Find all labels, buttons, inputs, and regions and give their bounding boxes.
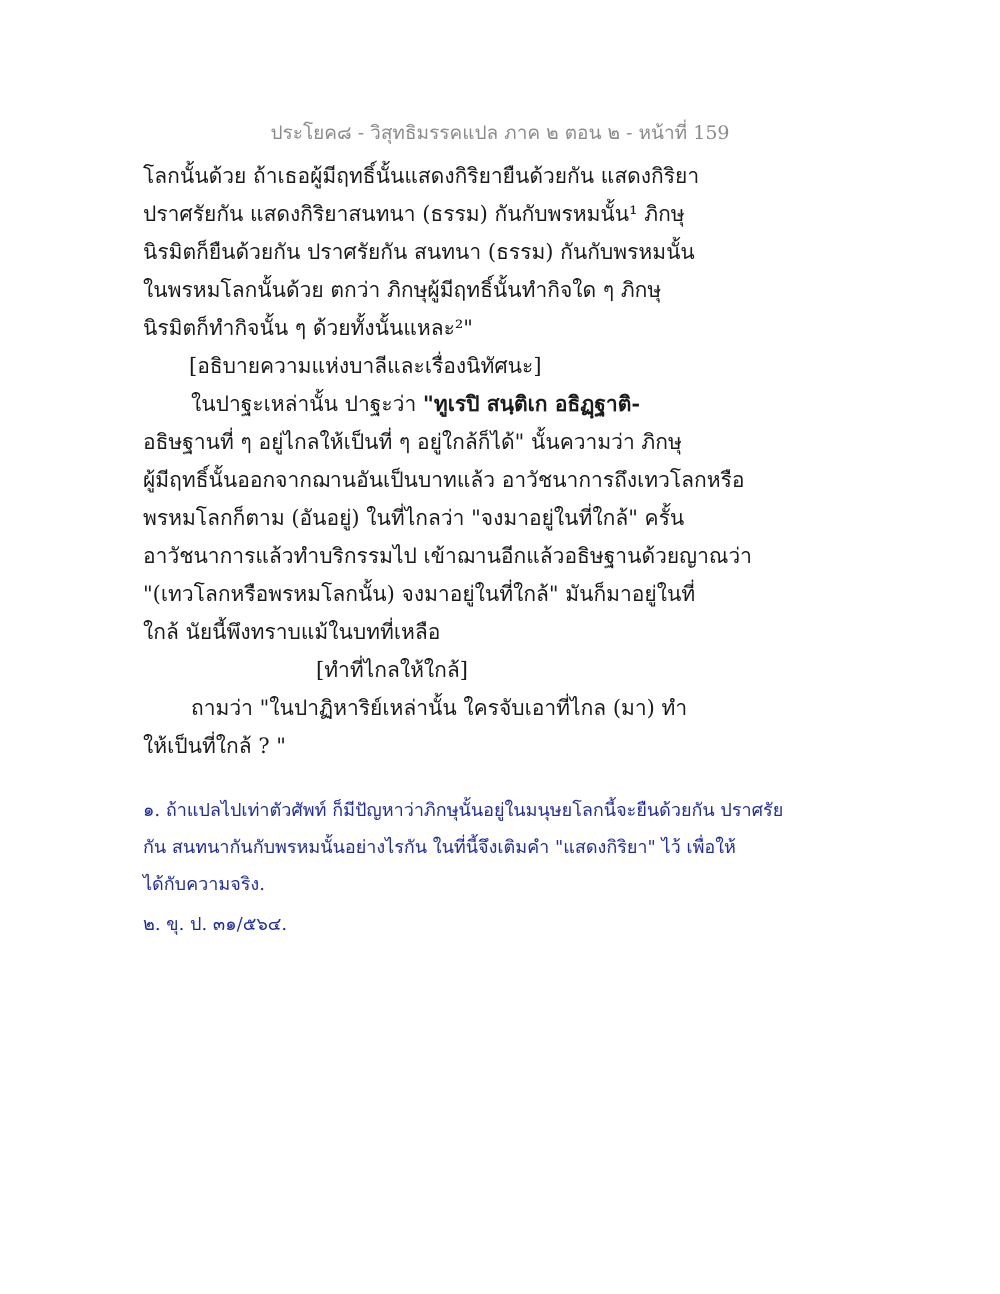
paragraph-lead-text: ในปาฐะเหล่านั้น ปาฐะว่า — [191, 392, 423, 416]
sub-heading: [ทำที่ไกลให้ใกล้] — [316, 658, 468, 682]
body-text — [143, 157, 783, 765]
footnote-1-line: ๑. ถ้าแปลไปเท่าตัวศัพท์ ก็มีปัญหาว่าภิกษุนั้นอยู่ในมนุษยโลกนี้จะยืนด้วยกัน ปราศรัย — [143, 800, 784, 821]
section-heading: [อธิบายความแห่งบาลีและเรื่องนิทัศนะ] — [189, 354, 542, 378]
text-line: นิรมิตก็ทำกิจนั้น ๆ ด้วยทั้งนั้นแหละ²" — [143, 316, 473, 340]
text-line: อธิษฐานที่ ๆ อยู่ไกลให้เป็นที่ ๆ อยู่ใกล้ก็ได้" นั้นความว่า ภิกษุ — [143, 430, 682, 454]
footnote-1-line: กัน สนทนากันกับพรหมนั้นอย่างไรกัน ในที่นี้จึงเติมคำ "แสดงกิริยา" ไว้ เพื่อให้ — [143, 837, 736, 858]
footnote-1-line: ได้กับความจริง. — [143, 874, 265, 895]
paragraph-lead-line — [143, 385, 783, 423]
pali-quote: "ทูเรปิ สนฺติเก อธิฏฺฐาติ- — [422, 391, 641, 416]
text-line: ผู้มีฤทธิ์นั้นออกจากฌานอันเป็นบาทแล้ว อาวัชนาการถึงเทวโลกหรือ — [143, 468, 745, 492]
text-line: ถามว่า "ในปาฏิหาริย์เหล่านั้น ใครจับเอาที่ไกล (มา) ทำ — [191, 696, 688, 720]
footnotes — [143, 792, 843, 943]
text-line: พรหมโลกก็ตาม (อันอยู่) ในที่ไกลว่า "จงมาอยู่ในที่ใกล้" ครั้น — [143, 506, 685, 530]
page-header: ประโยค๘ - วิสุทธิมรรคแปล ภาค ๒ ตอน ๒ - หน้าที่ 159 — [270, 122, 730, 144]
text-line: โลกนั้นด้วย ถ้าเธอผู้มีฤทธิ์นั้นแสดงกิริยายืนด้วยกัน แสดงกิริยา — [143, 164, 700, 188]
text-line: อาวัชนาการแล้วทำบริกรรมไป เข้าฌานอีกแล้วอธิษฐานด้วยญาณว่า — [143, 544, 752, 568]
text-line: ในพรหมโลกนั้นด้วย ตกว่า ภิกษุผู้มีฤทธิ์นั้นทำกิจใด ๆ ภิกษุ — [143, 278, 662, 302]
footnote-2: ๒. ขุ. ป. ๓๑/๕๖๔. — [143, 914, 288, 935]
text-line: "(เทวโลกหรือพรหมโลกนั้น) จงมาอยู่ในที่ใกล้" มันก็มาอยู่ในที่ — [143, 582, 696, 606]
text-line: ใกล้ นัยนี้พึงทราบแม้ในบทที่เหลือ — [143, 620, 441, 644]
text-line: นิรมิตก็ยืนด้วยกัน ปราศรัยกัน สนทนา (ธรรม) กันกับพรหมนั้น — [143, 240, 695, 264]
text-line: ปราศรัยกัน แสดงกิริยาสนทนา (ธรรม) กันกับพรหมนั้น¹ ภิกษุ — [143, 202, 685, 226]
text-line: ให้เป็นที่ใกล้ ? " — [143, 734, 286, 758]
